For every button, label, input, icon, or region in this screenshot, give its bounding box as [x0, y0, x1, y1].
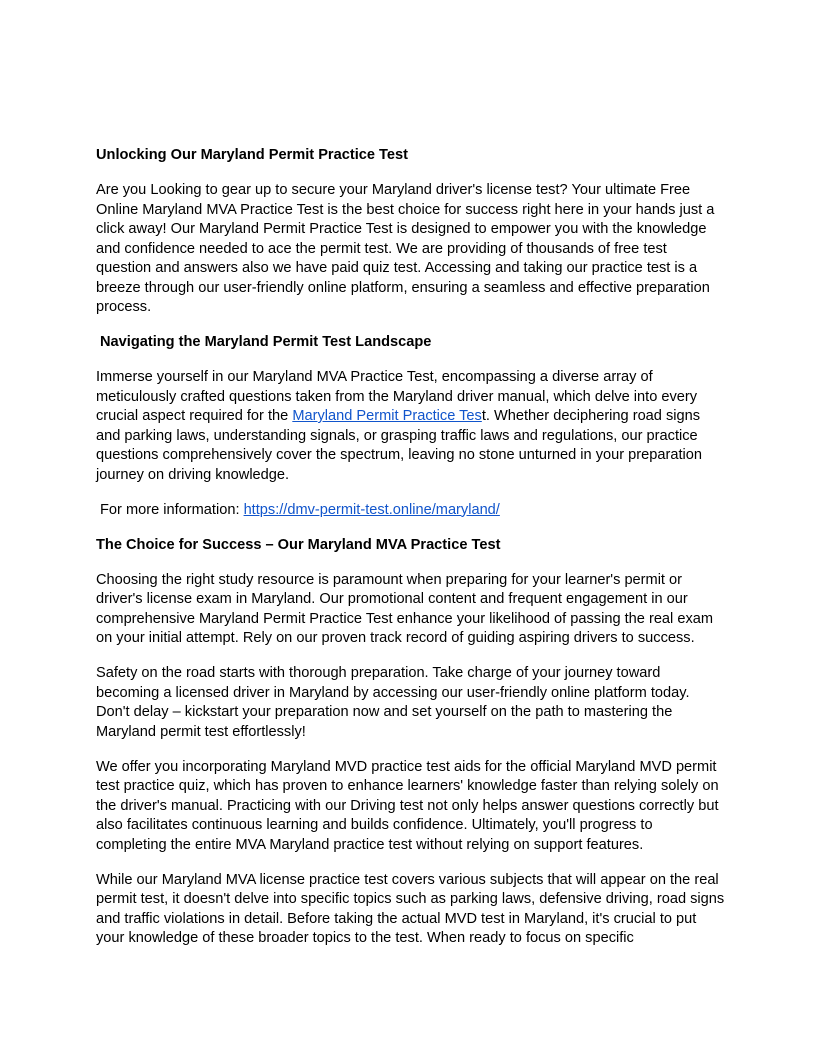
- link-more-info-url[interactable]: https://dmv-permit-test.online/maryland/: [243, 501, 500, 518]
- heading-choice-for-success: The Choice for Success – Our Maryland MVA Practice Test: [96, 536, 501, 553]
- paragraph-choosing: Choosing the right study resource is paramount when preparing for your learner's permit or driver's license exam in Maryland. Our promotional content and frequent engagement in our comprehensive Maryland Permit Practice Test enhance your likelihood of passing the real exam on your initial attempt. Rely on our proven track record of guiding aspiring drivers to success.: [96, 571, 714, 646]
- paragraph-immerse-text-2: t. Whether deciphering road signs and parking laws, understanding signals, or grasping traffic laws and regulations, our practice questions comprehensively cover the spectrum, leaving no stone unturned in your preparation journey on driving knowledge.: [96, 408, 702, 483]
- link-maryland-permit-practice-test[interactable]: Maryland Permit Practice Tes: [292, 408, 482, 424]
- paragraph-safety: Safety on the road starts with thorough preparation. Take charge of your journey toward becoming a licensed driver in Maryland by accessing our user-friendly online platform today. Don't delay – kickstart your preparation now and set yourself on the path to mastering the Maryland permit test effortlessly!: [96, 665, 690, 740]
- paragraph-while: While our Maryland MVA license practice test covers various subjects that will appear on the real permit test, it doesn't delve into specific topics such as parking laws, defensive driving, road signs and traffic violations in detail. Before taking the actual MVD test in Maryland, it's crucial to put your knowledge of these broader topics to the test. When ready to focus on specific: [96, 871, 725, 946]
- document-page: [96, 146, 726, 964]
- heading-navigating: Navigating the Maryland Permit Test Landscape: [100, 334, 432, 350]
- paragraph-we-offer: We offer you incorporating Maryland MVD practice test aids for the official Maryland MVD permit test practice quiz, which has proven to enhance learners' knowledge faster than relying solely on the driver's manual. Practicing with our Driving test not only helps answer questions correctly but also facilitates continuous learning and builds confidence. Ultimately, you'll progress to completing the entire MVA Maryland practice test without relying on support features.: [96, 758, 719, 853]
- more-info-label: For more information:: [100, 501, 244, 518]
- paragraph-immerse-text-1: Immerse yourself in our Maryland MVA Practice Test, encompassing a diverse array of meticulously crafted questions taken from the Maryland driver manual, which delve into every crucial aspect required for the: [96, 369, 698, 424]
- more-info-line: [96, 501, 726, 521]
- heading-unlocking: Unlocking Our Maryland Permit Practice Test: [96, 147, 408, 163]
- paragraph-intro: Are you Looking to gear up to secure your Maryland driver's license test? Your ultimate Free Online Maryland MVA Practice Test is the best choice for success right here in your hands just a click away! Our Maryland Permit Practice Test is designed to empower you with the knowledge and confidence needed to ace the permit test. We are providing of thousands of free test question and answers also we have paid quiz test. Accessing and taking our practice test is a breeze through our user-friendly online platform, ensuring a seamless and effective preparation process.: [96, 182, 715, 315]
- paragraph-immerse: [96, 368, 726, 485]
